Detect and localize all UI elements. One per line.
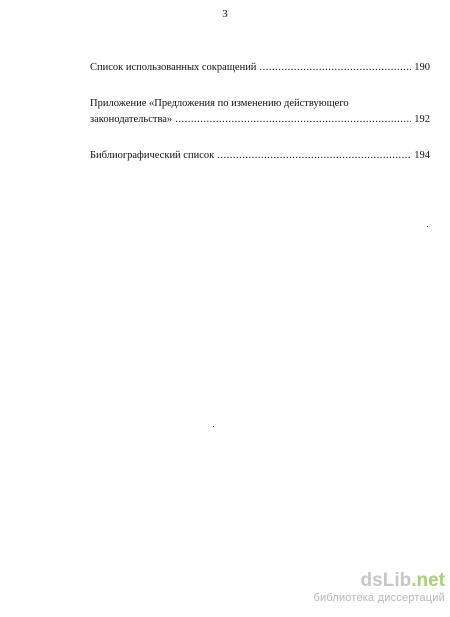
watermark	[275, 571, 445, 605]
page-number: 3	[222, 8, 228, 20]
toc-entry-title: Библиографический список	[90, 150, 215, 161]
toc-entry-page: 194	[414, 150, 430, 161]
toc-entry-appendix[interactable]	[90, 113, 430, 126]
scan-speck	[427, 226, 428, 227]
watermark-logo: dsLib.net	[360, 570, 445, 591]
toc-entry-page: 192	[414, 114, 430, 125]
watermark-subtitle: библиотека диссертаций	[313, 592, 445, 604]
toc-entry-title: законодательства»	[90, 114, 173, 125]
toc-leader-dots	[259, 61, 411, 74]
toc-entry-appendix-line1[interactable]: Приложение «Предложения по изменению действующего	[90, 98, 349, 109]
toc-entry-bibliography[interactable]	[90, 149, 430, 162]
toc-leader-dots	[175, 113, 411, 126]
toc-leader-dots	[217, 149, 411, 162]
toc-entry-page: 190	[414, 62, 430, 73]
toc-entry-abbreviations[interactable]	[90, 61, 430, 74]
scan-speck	[213, 426, 214, 427]
toc-entry-title: Список использованных сокращений	[90, 62, 257, 73]
